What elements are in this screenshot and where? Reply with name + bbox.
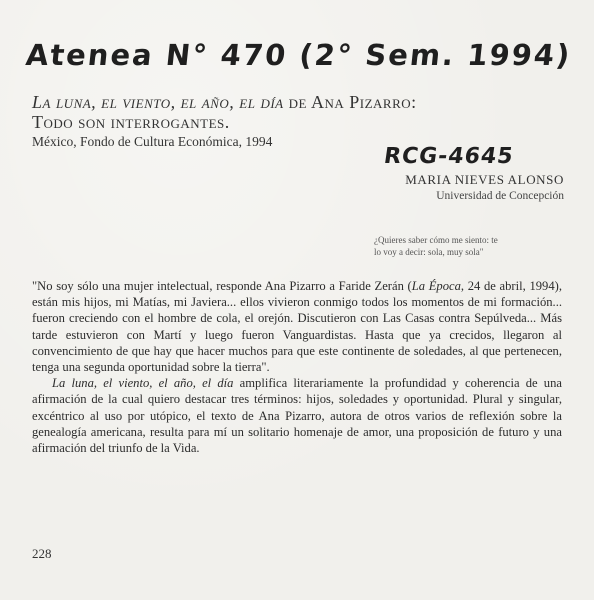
epigraph-line: lo voy a decir: sola, muy sola" (374, 247, 484, 257)
book-title-inline: La luna, el viento, el año, el día (52, 376, 234, 391)
quote-rest: , 24 de abril, 1994), están mis hijos, mi Matías, mi Javiera... ellos vivieron conmigo todos los momentos de mi formación... fueron creciendo con el hombre de cola, el orejón. Discutieron con Las Casas contra Sepúlveda... Más tarde estuvieron con Martí y luego fueron Vanguardistas. Hasta que ya crecidos, llegaron al convencimiento de que hay que hacer muchos para que este continente de soledades, al que pertenecen, tenga una segunda oportunidad sobre la tierra". (32, 279, 562, 375)
review-title (32, 92, 572, 132)
page-number: 228 (32, 546, 52, 561)
book-title: La luna, el viento, el año, el día (32, 92, 284, 112)
quote-start: "No soy sólo una mujer intelectual, responde Ana Pizarro a Faride Zerán ( (32, 279, 412, 293)
body-paragraph (32, 375, 562, 456)
handwritten-citation-note: Atenea N° 470 (2° Sem. 1994) (24, 38, 574, 72)
paragraph-text: amplifica literariamente la profundidad y coherencia de una afirmación de la cual quiero destacar tres términos: hijos, soledades y oportunidad. Plural y singular, excéntrico al uso por utópico, el texto de Ana Pizarro, autora de otros varios de reflexión sobre la genealogía americana, resulta para mí un solitario homenaje de amor, una proposición de futuro y una afirmación del triunfo de la Vida. (32, 376, 562, 456)
title-connector: de Ana Pizarro: (283, 92, 417, 112)
publication-info: México, Fondo de Cultura Económica, 1994 (32, 134, 273, 149)
epigraph (374, 234, 566, 258)
body-paragraph (32, 278, 562, 375)
review-body (32, 278, 562, 456)
review-subtitle: Todo son interrogantes. (32, 112, 230, 132)
handwritten-catalog-code: RCG-4645 (382, 144, 516, 169)
author-affiliation: Universidad de Concepción (436, 190, 564, 202)
author-block (405, 172, 564, 202)
source-title: La Época (411, 279, 461, 293)
epigraph-line: ¿Quieres saber cómo me siento: te (374, 235, 498, 245)
author-name: MARIA NIEVES ALONSO (405, 172, 564, 187)
